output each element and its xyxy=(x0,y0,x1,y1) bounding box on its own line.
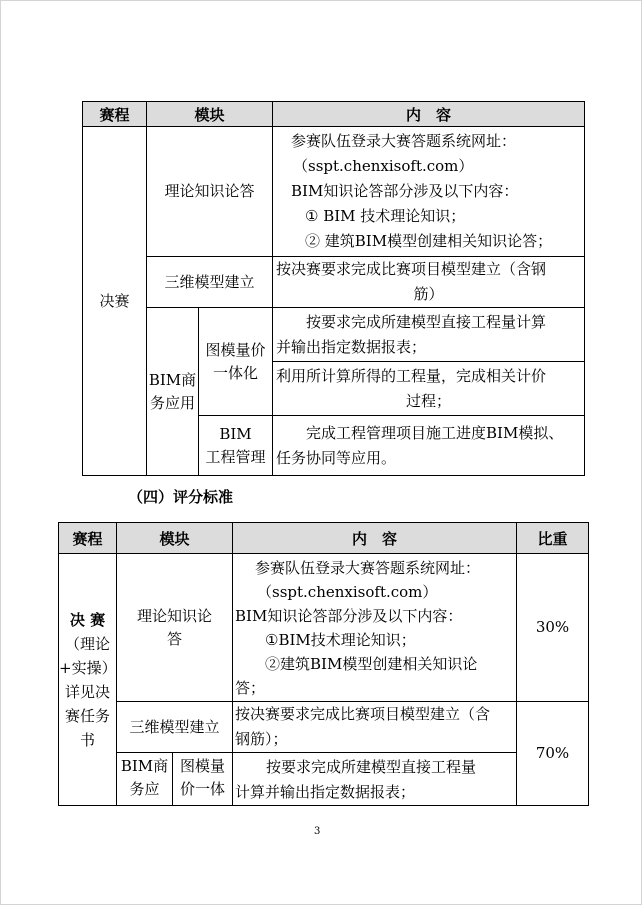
theory-line: ① BIM 技术理论知识； xyxy=(305,207,466,225)
header-content: 内 容 xyxy=(273,102,585,127)
page-number: 3 xyxy=(314,826,321,837)
theory-line: 参赛队伍登录大赛答题系统网址： xyxy=(291,132,517,150)
model3d-line: 按决赛要求完成比赛项目模型建立（含 xyxy=(235,705,491,723)
pricing-line: 利用所计算所得的工程量，完成相关计价 xyxy=(276,366,547,385)
module-3d-model: 三维模型建立 xyxy=(117,702,233,753)
theory-line: （sspt.chenxisoft.com） xyxy=(293,157,474,175)
quantity-line: 计算并输出指定数据报表； xyxy=(235,783,416,801)
theory-module-line: 理论知识论 xyxy=(137,606,213,625)
theory-line: ②建筑BIM模型创建相关知识论 xyxy=(265,654,478,673)
theory-line: ①BIM技术理论知识； xyxy=(265,630,416,649)
quantity-line: 按要求完成所建模型直接工程量 xyxy=(266,758,477,776)
module-bim-business xyxy=(147,308,199,476)
stage-line: +实操） xyxy=(59,658,117,677)
bim-management-line: 工程管理 xyxy=(205,447,266,466)
theory-module-line: 答 xyxy=(167,629,183,648)
theory-line: 参赛队伍登录大赛答题系统网址： xyxy=(255,558,481,577)
bim-business-line: BIM商 xyxy=(120,757,169,775)
stage-final: 决赛 xyxy=(83,127,147,476)
management-line: 完成工程管理项目施工进度BIM模拟、 xyxy=(306,423,564,442)
model3d-line: 钢筋）； xyxy=(235,730,288,748)
management-content xyxy=(273,416,585,476)
bim-business-line: BIM商 xyxy=(148,370,197,389)
model-quantity-line: 图模量 xyxy=(180,757,226,775)
competition-table xyxy=(82,101,585,476)
stage-line: 书 xyxy=(79,730,95,749)
quantity-line: 并输出指定数据报表； xyxy=(276,337,427,356)
module-bim-management xyxy=(199,416,273,476)
stage-line: （理论 xyxy=(64,634,110,653)
weight-theory: 30% xyxy=(517,554,589,702)
stage-line: 赛任务 xyxy=(64,706,110,725)
bim-management-line: BIM xyxy=(219,424,252,443)
header-stage: 赛程 xyxy=(59,523,117,554)
stage-final xyxy=(59,554,117,806)
module-model-quantity-price xyxy=(173,753,233,806)
scoring-table xyxy=(58,522,589,806)
model-quantity-line: 价一体 xyxy=(180,780,226,798)
stage-line: 详见决 xyxy=(64,682,110,701)
theory-line: ② 建筑BIM模型创建相关知识论答； xyxy=(305,232,553,250)
module-theory xyxy=(117,554,233,702)
theory-line: BIM知识论答部分涉及以下内容： xyxy=(235,606,463,625)
bim-business-line: 务应用 xyxy=(149,393,195,412)
stage-line: 决 赛 xyxy=(69,610,106,629)
module-bim-business xyxy=(117,753,173,806)
quantity-line: 按要求完成所建模型直接工程量计算 xyxy=(306,312,547,331)
theory-content xyxy=(233,554,517,702)
quantity-content xyxy=(273,308,585,362)
model3d-line: 筋） xyxy=(413,285,444,303)
header-module: 模块 xyxy=(117,523,233,554)
management-line: 任务协同等应用。 xyxy=(276,448,397,467)
module-theory: 理论知识论答 xyxy=(147,127,273,257)
weight-practice: 70% xyxy=(517,702,589,806)
module-model-quantity-price xyxy=(199,308,273,416)
header-content: 内 容 xyxy=(233,523,517,554)
header-stage: 赛程 xyxy=(83,102,147,127)
model3d-content xyxy=(233,702,517,753)
pricing-content xyxy=(273,362,585,416)
quantity-content xyxy=(233,753,517,806)
theory-line: （sspt.chenxisoft.com） xyxy=(257,582,438,601)
theory-content xyxy=(273,127,585,257)
model-quantity-line: 一体化 xyxy=(213,363,259,382)
section-title: （四）评分标准 xyxy=(128,488,234,506)
header-weight: 比重 xyxy=(517,523,589,554)
model3d-line: 按决赛要求完成比赛项目模型建立（含钢 xyxy=(276,260,547,278)
pricing-line: 过程； xyxy=(406,391,452,410)
module-3d-model: 三维模型建立 xyxy=(147,257,273,308)
model-quantity-line: 图模量价 xyxy=(205,340,266,359)
bim-business-line: 务应 xyxy=(129,780,160,798)
theory-line: BIM知识论答部分涉及以下内容： xyxy=(291,182,519,200)
model3d-content xyxy=(273,257,585,308)
header-module: 模块 xyxy=(147,102,273,127)
theory-line: 答； xyxy=(235,678,266,697)
